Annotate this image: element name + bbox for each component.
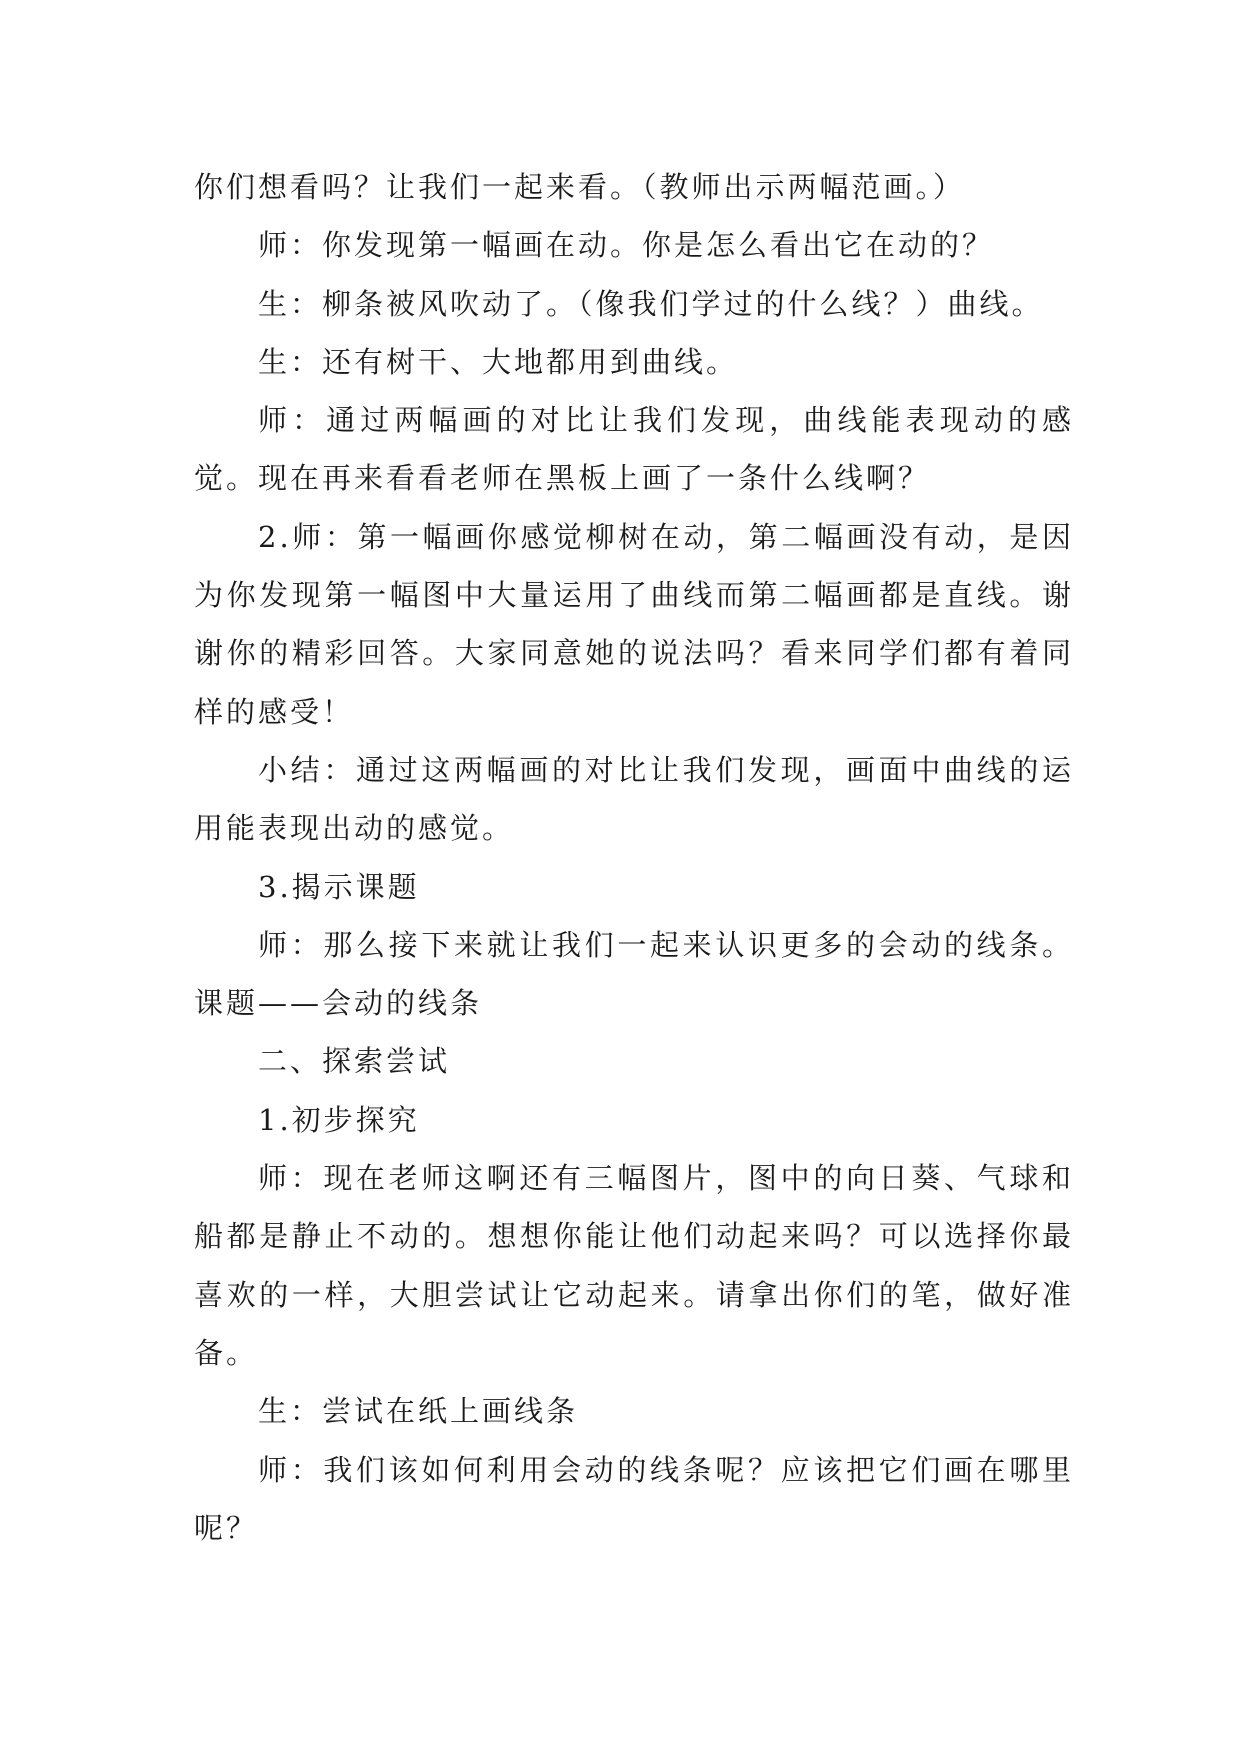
- paragraph-student-try: 生：尝试在纸上画线条: [258, 1394, 579, 1429]
- paragraph-topic-intro: 师：那么接下来就让我们一起来认识更多的会动的线条。课题——会动的线条: [194, 927, 1074, 1021]
- heading-explore: 二、探索尝试: [258, 1044, 451, 1079]
- paragraph-student-answer-1: 生：柳条被风吹动了。（像我们学过的什么线？）曲线。: [258, 286, 1044, 321]
- paragraph-student-answer-2: 生：还有树干、大地都用到曲线。: [258, 344, 739, 379]
- document-body: [194, 158, 1074, 1557]
- paragraph-teacher-followup: 师：我们该如何利用会动的线条呢？应该把它们画在哪里呢？: [194, 1452, 1074, 1545]
- paragraph-teacher-instructions: 师：现在老师这啊还有三幅图片，图中的向日葵、气球和船都是静止不动的。想想你能让他们动起来吗？可以选择你最喜欢的一样，大胆尝试让它动起来。请拿出你们的笔，做好准备。: [194, 1161, 1074, 1370]
- paragraph-teacher-question: 师：你发现第一幅画在动。你是怎么看出它在动的？: [258, 228, 995, 263]
- paragraph-summary: 小结：通过这两幅画的对比让我们发现，画面中曲线的运用能表现出动的感觉。: [194, 752, 1074, 846]
- heading-initial-inquiry: 1.初步探究: [258, 1102, 420, 1137]
- paragraph-item-2: 2.师：第一幅画你感觉柳树在动，第二幅画没有动，是因为你发现第一幅图中大量运用了曲线而第二幅画都是直线。谢谢你的精彩回答。大家同意她的说法吗？看来同学们都有着同样的感受！: [194, 519, 1074, 729]
- heading-reveal-topic: 3.揭示课题: [258, 869, 420, 904]
- paragraph-teacher-comparison: 师：通过两幅画的对比让我们发现，曲线能表现动的感觉。现在再来看看老师在黑板上画了一条什么线啊？: [194, 403, 1074, 496]
- paragraph-intro: 你们想看吗？让我们一起来看。（教师出示两幅范画。）: [194, 170, 966, 204]
